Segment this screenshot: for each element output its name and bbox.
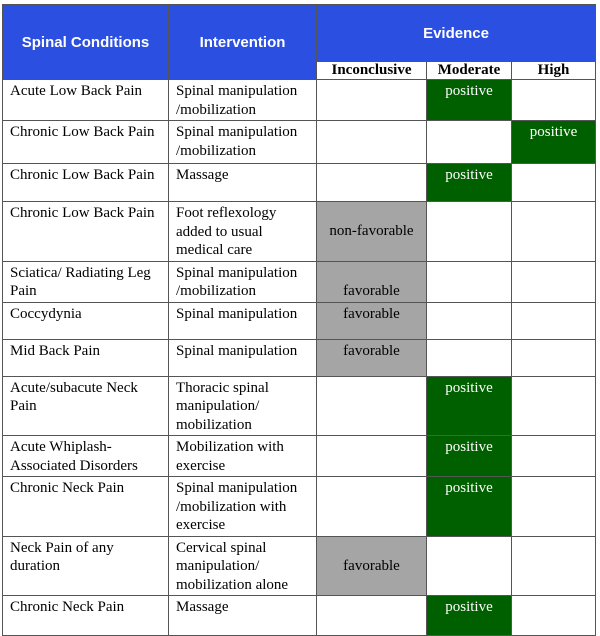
inconclusive-cell: favorable	[317, 339, 427, 376]
moderate-cell	[427, 121, 512, 164]
table-row	[3, 302, 596, 339]
table-row	[3, 477, 596, 537]
moderate-cell: positive	[427, 477, 512, 537]
evidence-table	[2, 4, 596, 636]
inconclusive-cell: favorable	[317, 302, 427, 339]
inconclusive-cell	[317, 596, 427, 636]
condition-cell: Acute Whiplash-Associated Disorders	[3, 436, 169, 477]
inconclusive-cell: non-favorable	[317, 202, 427, 262]
table-row	[3, 436, 596, 477]
inconclusive-cell	[317, 164, 427, 202]
moderate-cell: positive	[427, 596, 512, 636]
intervention-cell: Spinal manipulation	[169, 302, 317, 339]
table-row	[3, 80, 596, 121]
header-spinal-conditions: Spinal Conditions	[3, 5, 169, 80]
moderate-cell	[427, 302, 512, 339]
table-row	[3, 376, 596, 436]
inconclusive-cell	[317, 436, 427, 477]
inconclusive-cell	[317, 121, 427, 164]
inconclusive-cell: favorable	[317, 261, 427, 302]
table-row	[3, 596, 596, 636]
condition-cell: Coccydynia	[3, 302, 169, 339]
intervention-cell: Cervical spinal manipulation/ mobilization alone	[169, 536, 317, 596]
inconclusive-cell	[317, 477, 427, 537]
header-intervention: Intervention	[169, 5, 317, 80]
intervention-cell: Foot reflexology added to usual medical care	[169, 202, 317, 262]
table-row	[3, 339, 596, 376]
table-row	[3, 202, 596, 262]
high-cell	[512, 202, 596, 262]
intervention-cell: Massage	[169, 164, 317, 202]
condition-cell: Chronic Neck Pain	[3, 477, 169, 537]
condition-cell: Chronic Low Back Pain	[3, 202, 169, 262]
high-cell: positive	[512, 121, 596, 164]
high-cell	[512, 302, 596, 339]
table-row	[3, 164, 596, 202]
inconclusive-cell: favorable	[317, 536, 427, 596]
moderate-cell	[427, 261, 512, 302]
table-row	[3, 536, 596, 596]
header-row	[3, 5, 596, 62]
moderate-cell	[427, 536, 512, 596]
moderate-cell	[427, 339, 512, 376]
intervention-cell: Spinal manipulation /mobilization with exercise	[169, 477, 317, 537]
subheader-moderate: Moderate	[427, 62, 512, 80]
high-cell	[512, 536, 596, 596]
condition-cell: Chronic Low Back Pain	[3, 121, 169, 164]
condition-cell: Mid Back Pain	[3, 339, 169, 376]
intervention-cell: Spinal manipulation /mobilization	[169, 261, 317, 302]
inconclusive-cell	[317, 376, 427, 436]
table-row	[3, 121, 596, 164]
condition-cell: Chronic Neck Pain	[3, 596, 169, 636]
condition-cell: Sciatica/ Radiating Leg Pain	[3, 261, 169, 302]
subheader-high: High	[512, 62, 596, 80]
intervention-cell: Spinal manipulation /mobilization	[169, 80, 317, 121]
moderate-cell: positive	[427, 376, 512, 436]
high-cell	[512, 261, 596, 302]
intervention-cell: Thoracic spinal manipulation/ mobilization	[169, 376, 317, 436]
condition-cell: Neck Pain of any duration	[3, 536, 169, 596]
high-cell	[512, 80, 596, 121]
subheader-inconclusive: Inconclusive	[317, 62, 427, 80]
moderate-cell: positive	[427, 164, 512, 202]
moderate-cell	[427, 202, 512, 262]
high-cell	[512, 376, 596, 436]
condition-cell: Acute/subacute Neck Pain	[3, 376, 169, 436]
moderate-cell: positive	[427, 436, 512, 477]
condition-cell: Chronic Low Back Pain	[3, 164, 169, 202]
high-cell	[512, 477, 596, 537]
moderate-cell: positive	[427, 80, 512, 121]
intervention-cell: Spinal manipulation /mobilization	[169, 121, 317, 164]
high-cell	[512, 436, 596, 477]
high-cell	[512, 596, 596, 636]
header-evidence: Evidence	[317, 5, 596, 62]
high-cell	[512, 339, 596, 376]
intervention-cell: Massage	[169, 596, 317, 636]
high-cell	[512, 164, 596, 202]
inconclusive-cell	[317, 80, 427, 121]
table-row	[3, 261, 596, 302]
condition-cell: Acute Low Back Pain	[3, 80, 169, 121]
intervention-cell: Mobilization with exercise	[169, 436, 317, 477]
intervention-cell: Spinal manipulation	[169, 339, 317, 376]
